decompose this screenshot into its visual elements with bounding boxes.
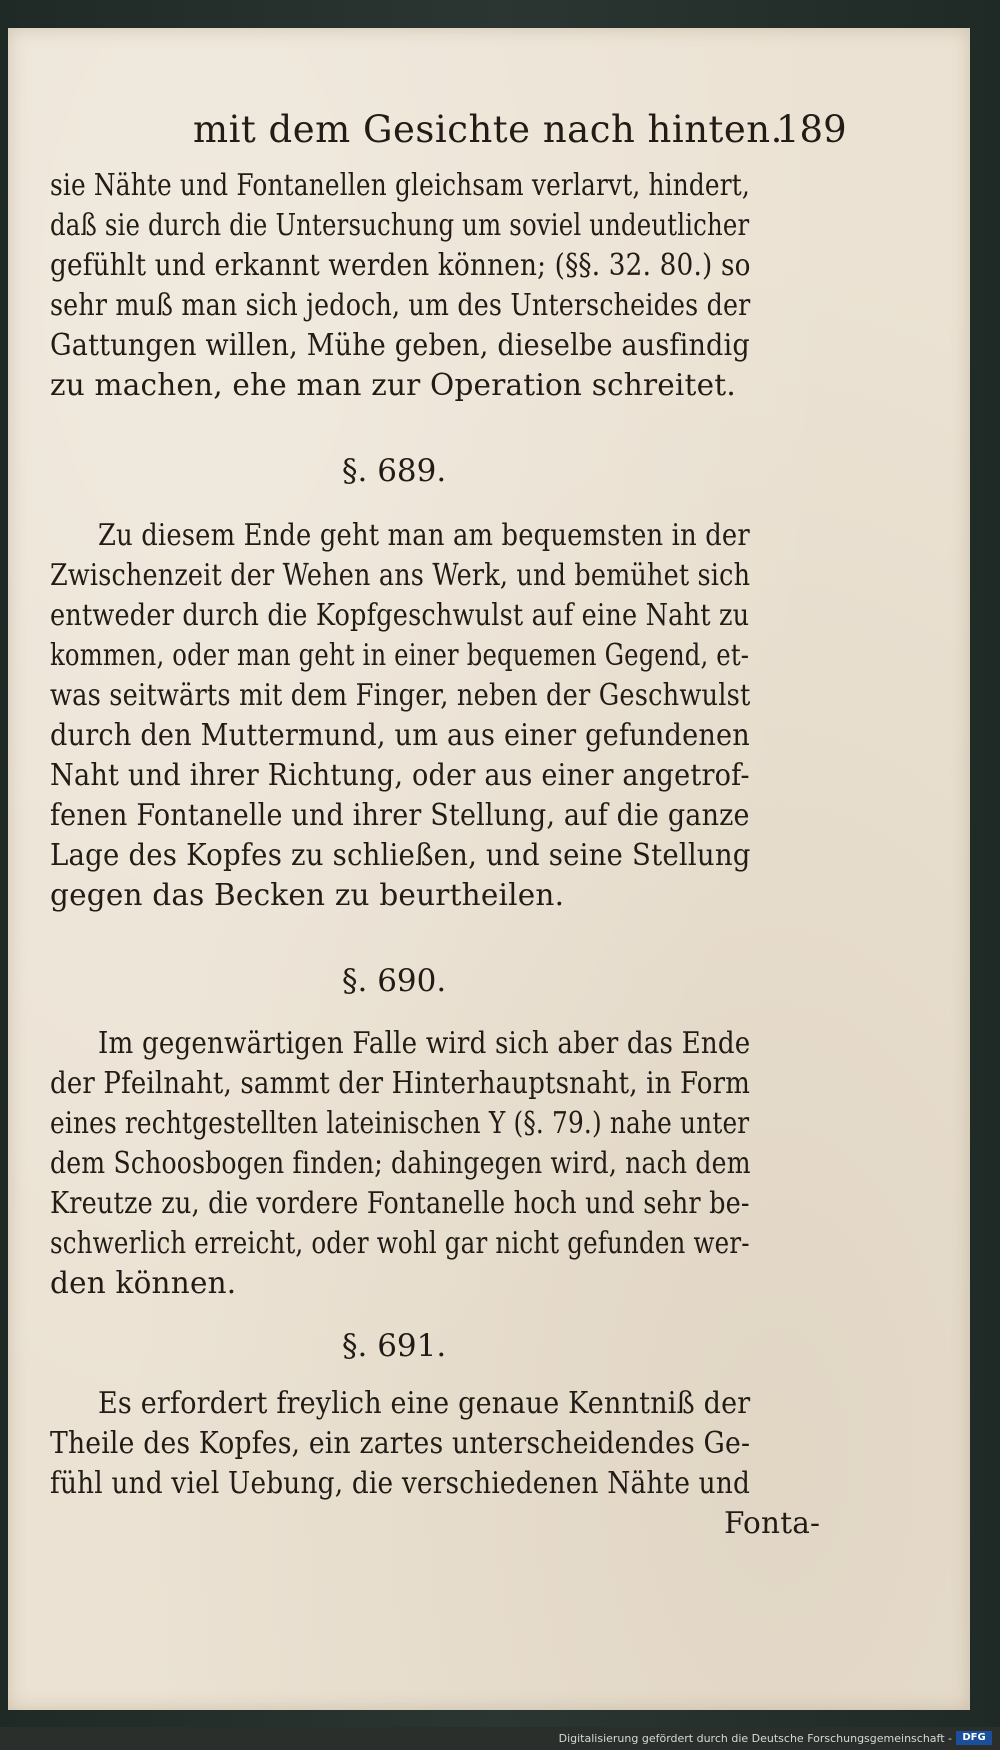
text-line: entweder durch die Kopfgeschwulst auf eine Naht zu — [50, 598, 750, 632]
text-line: schwerlich erreicht, oder wohl gar nicht gefunden wer- — [50, 1226, 750, 1260]
text-line: den können. — [50, 1266, 237, 1300]
text-line: eines rechtgestellten lateinischen Y (§. 79.) nahe unter — [50, 1106, 750, 1140]
text-line: Kreutze zu, die vordere Fontanelle hoch und sehr be- — [50, 1186, 750, 1220]
text-line: der Pfeilnaht, sammt der Hinterhauptsnaht, in Form — [50, 1066, 751, 1100]
running-head: mit dem Gesichte nach hinten. — [193, 108, 783, 151]
text-line: Theile des Kopfes, ein zartes unterscheidendes Ge- — [50, 1426, 751, 1460]
text-line: sie Nähte und Fontanellen gleichsam verlarvt, hindert, — [50, 168, 750, 202]
text-line: Zwischenzeit der Wehen ans Werk, und bemühet sich — [50, 558, 751, 592]
text-line: zu machen, ehe man zur Operation schreitet. — [50, 368, 736, 402]
text-line: Lage des Kopfes zu schließen, und seine Stellung — [50, 838, 751, 872]
text-line: Im gegenwärtigen Falle wird sich aber das Ende — [98, 1026, 751, 1060]
text-line: gefühlt und erkannt werden können; (§§. 32. 80.) so — [50, 248, 751, 282]
text-line: fühl und viel Uebung, die verschiedenen Nähte und — [50, 1466, 751, 1500]
section-heading-689: §. 689. — [342, 453, 447, 489]
text-line: dem Schoosbogen finden; dahingegen wird, nach dem — [50, 1146, 751, 1180]
page-number: 189 — [776, 108, 847, 151]
section-heading-691: §. 691. — [342, 1328, 447, 1364]
text-line: gegen das Becken zu beurtheilen. — [50, 878, 565, 912]
text-line: daß sie durch die Untersuchung um soviel undeutlicher — [50, 208, 750, 242]
text-line: Zu diesem Ende geht man am bequemsten in der — [98, 518, 750, 552]
text-line: Gattungen willen, Mühe geben, dieselbe ausfindig — [50, 328, 750, 362]
text-line: fenen Fontanelle und ihrer Stellung, auf die ganze — [50, 798, 750, 832]
text-line: sehr muß man sich jedoch, um des Unterscheides der — [50, 288, 751, 322]
digitization-credit: Digitalisierung gefördert durch die Deutsche Forschungsgemeinschaft - — [558, 1732, 952, 1745]
dfg-logo: DFG — [956, 1731, 992, 1745]
text-line: was seitwärts mit dem Finger, neben der Geschwulst — [50, 678, 751, 712]
catchword: Fonta- — [724, 1506, 821, 1540]
text-line: Es erfordert freylich eine genaue Kenntniß der — [98, 1386, 751, 1420]
section-heading-690: §. 690. — [342, 963, 447, 999]
text-line: durch den Muttermund, um aus einer gefundenen — [50, 718, 750, 752]
book-page — [8, 28, 970, 1710]
text-line: Naht und ihrer Richtung, oder aus einer angetrof- — [50, 758, 750, 792]
text-line: kommen, oder man geht in einer bequemen Gegend, et- — [50, 638, 750, 672]
